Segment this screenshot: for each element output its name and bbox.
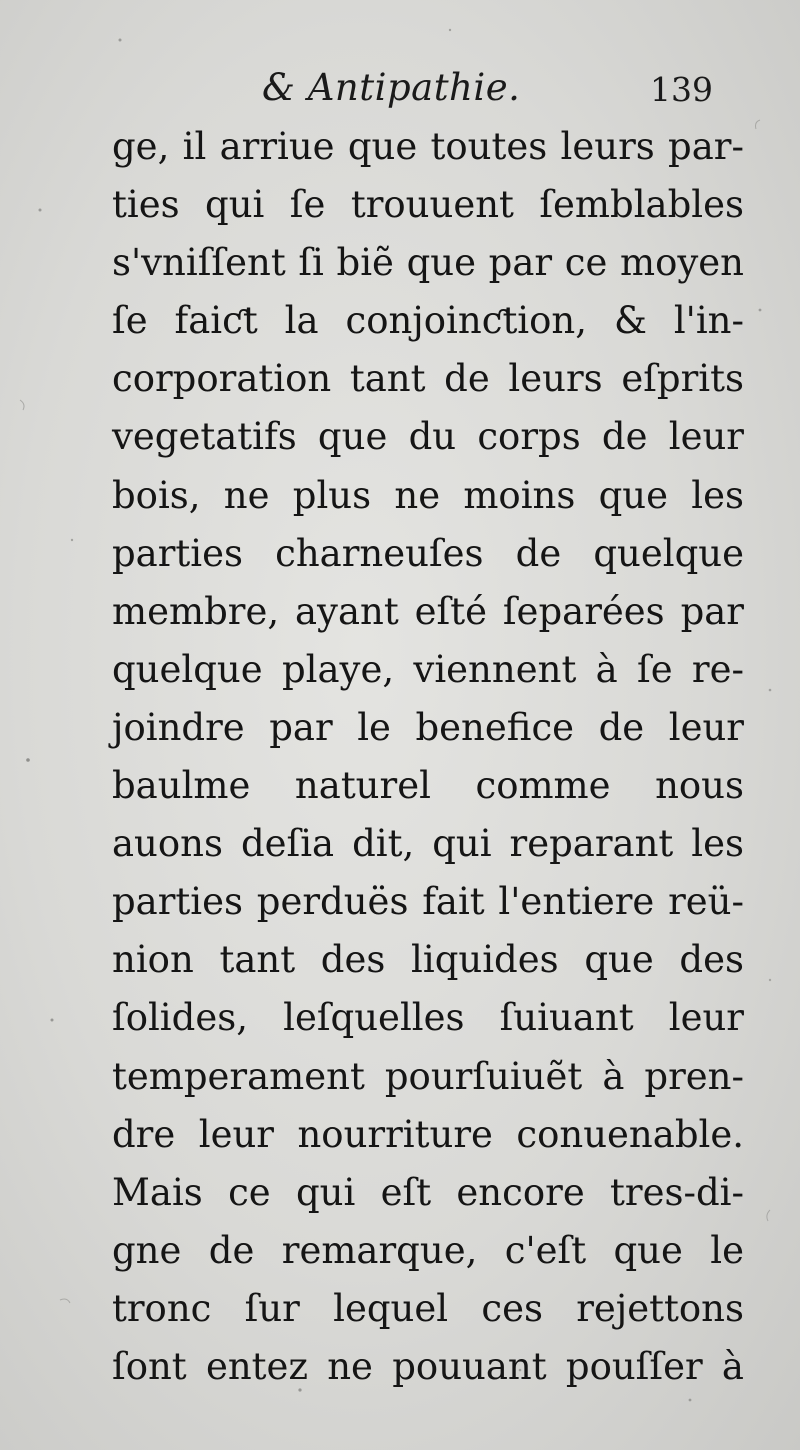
text-line: bois, ne plus ne moins que les <box>112 473 744 517</box>
text-line: parties perduës fait l'entiere reü- <box>112 880 744 924</box>
text-line: tronc ſur lequel ces rejettons <box>112 1286 744 1330</box>
text-line: quelque playe, viennent à ſe re- <box>112 647 744 691</box>
text-line: ſolides, leſquelles ſuiuant leur <box>112 996 744 1040</box>
text-line: temperament pourſuiuẽt à pren- <box>112 1054 744 1098</box>
text-line: corporation tant de leurs eſprits <box>112 357 744 401</box>
text-line: s'vniſſent ſi biẽ que par ce moyen <box>112 241 744 285</box>
text-line: nion tant des liquides que des <box>112 938 744 982</box>
text-line: ſe faiƈt la conjoinƈtion, & l'in- <box>112 299 744 343</box>
text-line: auons deſia dit, qui reparant les <box>112 822 744 866</box>
page-header <box>0 66 800 126</box>
text-line: ties qui ſe trouuent ſemblables <box>112 183 744 227</box>
body-text <box>112 118 744 1396</box>
text-line: vegetatifs que du corps de leur <box>112 415 744 459</box>
text-line: baulme naturel comme nous <box>112 764 744 808</box>
text-line: Mais ce qui eſt encore tres-di- <box>112 1170 744 1214</box>
text-line: gne de remarque, c'eſt que le <box>112 1228 744 1272</box>
page-number: 139 <box>650 70 713 109</box>
running-head: & Antipathie. <box>262 66 521 109</box>
text-line: ge, il arriue que toutes leurs par- <box>112 125 744 168</box>
text-line: dre leur nourriture conuenable. <box>112 1112 744 1156</box>
text-line: ſont entez ne pouuant pouſſer à <box>112 1344 744 1388</box>
text-line: membre, ayant eſté ſeparées par <box>112 589 744 633</box>
text-line: parties charneuſes de quelque <box>112 531 744 575</box>
text-line: joindre par le benefice de leur <box>112 705 744 749</box>
